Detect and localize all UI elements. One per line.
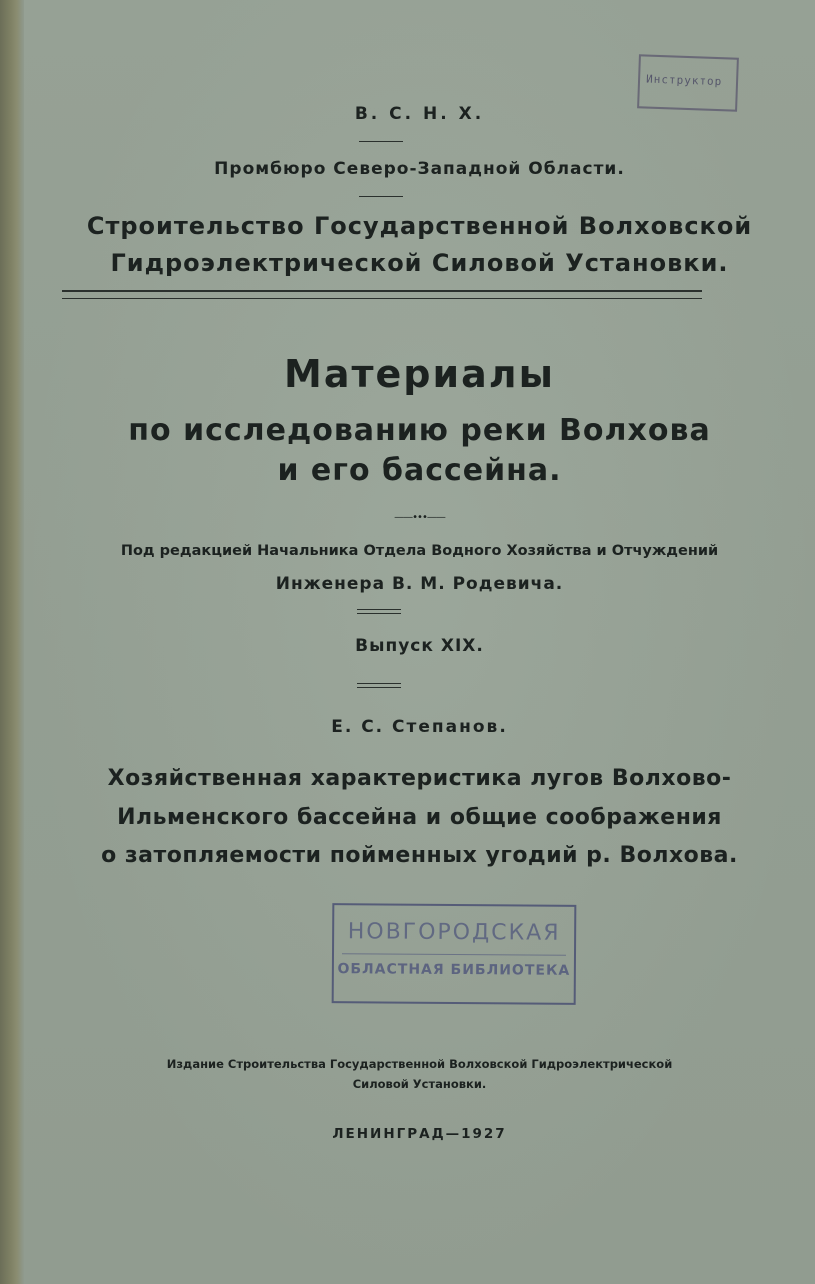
title-page [24, 0, 815, 1284]
organization-abbrev: В. С. Н. Х. [354, 104, 485, 124]
bureau-line: Промбюро Северо-Западной Области. [214, 159, 625, 179]
library-stamp-line-1: НОВГОРОДСКАЯ [347, 919, 561, 946]
short-rule [357, 687, 401, 688]
main-title-line-3: и его бассейна. [277, 453, 562, 488]
stamp-divider [342, 953, 566, 956]
book-spine-edge [0, 0, 24, 1284]
main-title: Материалы [284, 352, 555, 396]
editor-line-2: Инженера В. М. Родевича. [275, 574, 564, 594]
corner-stamp-text: Инструктор [645, 72, 723, 89]
short-rule [357, 683, 401, 684]
author-name: Е. С. Степанов. [331, 717, 508, 737]
project-line-1: Строительство Государственной Волховской [86, 212, 753, 240]
publisher-line-1: Издание Строительства Государственной Волховской Гидроэлектрической [166, 1057, 673, 1071]
project-line-2: Гидроэлектрической Силовой Установки. [110, 249, 729, 277]
short-rule [357, 613, 401, 614]
short-rule [357, 609, 401, 610]
library-stamp-line-2: ОБЛАСТНАЯ БИБЛИОТЕКА [337, 961, 571, 979]
ornament-divider: ——•••—— [394, 512, 445, 523]
double-rule [62, 290, 702, 299]
issue-number: Выпуск XIX. [355, 636, 484, 656]
library-stamp [332, 903, 577, 1005]
short-rule [359, 141, 403, 142]
imprint: ЛЕНИНГРАД—1927 [332, 1126, 507, 1142]
main-title-line-2: по исследованию реки Волхова [128, 413, 711, 448]
work-title-line-2: Ильменского бассейна и общие соображения [117, 805, 722, 830]
work-title-line-1: Хозяйственная характеристика лугов Волхово- [107, 766, 732, 791]
publisher-line-2: Силовой Установки. [352, 1077, 487, 1091]
editor-line-1: Под редакцией Начальника Отдела Водного Хозяйства и Отчуждений [120, 543, 719, 559]
work-title-line-3: о затопляемости пойменных угодий р. Волхова. [101, 843, 738, 868]
short-rule [359, 196, 403, 197]
